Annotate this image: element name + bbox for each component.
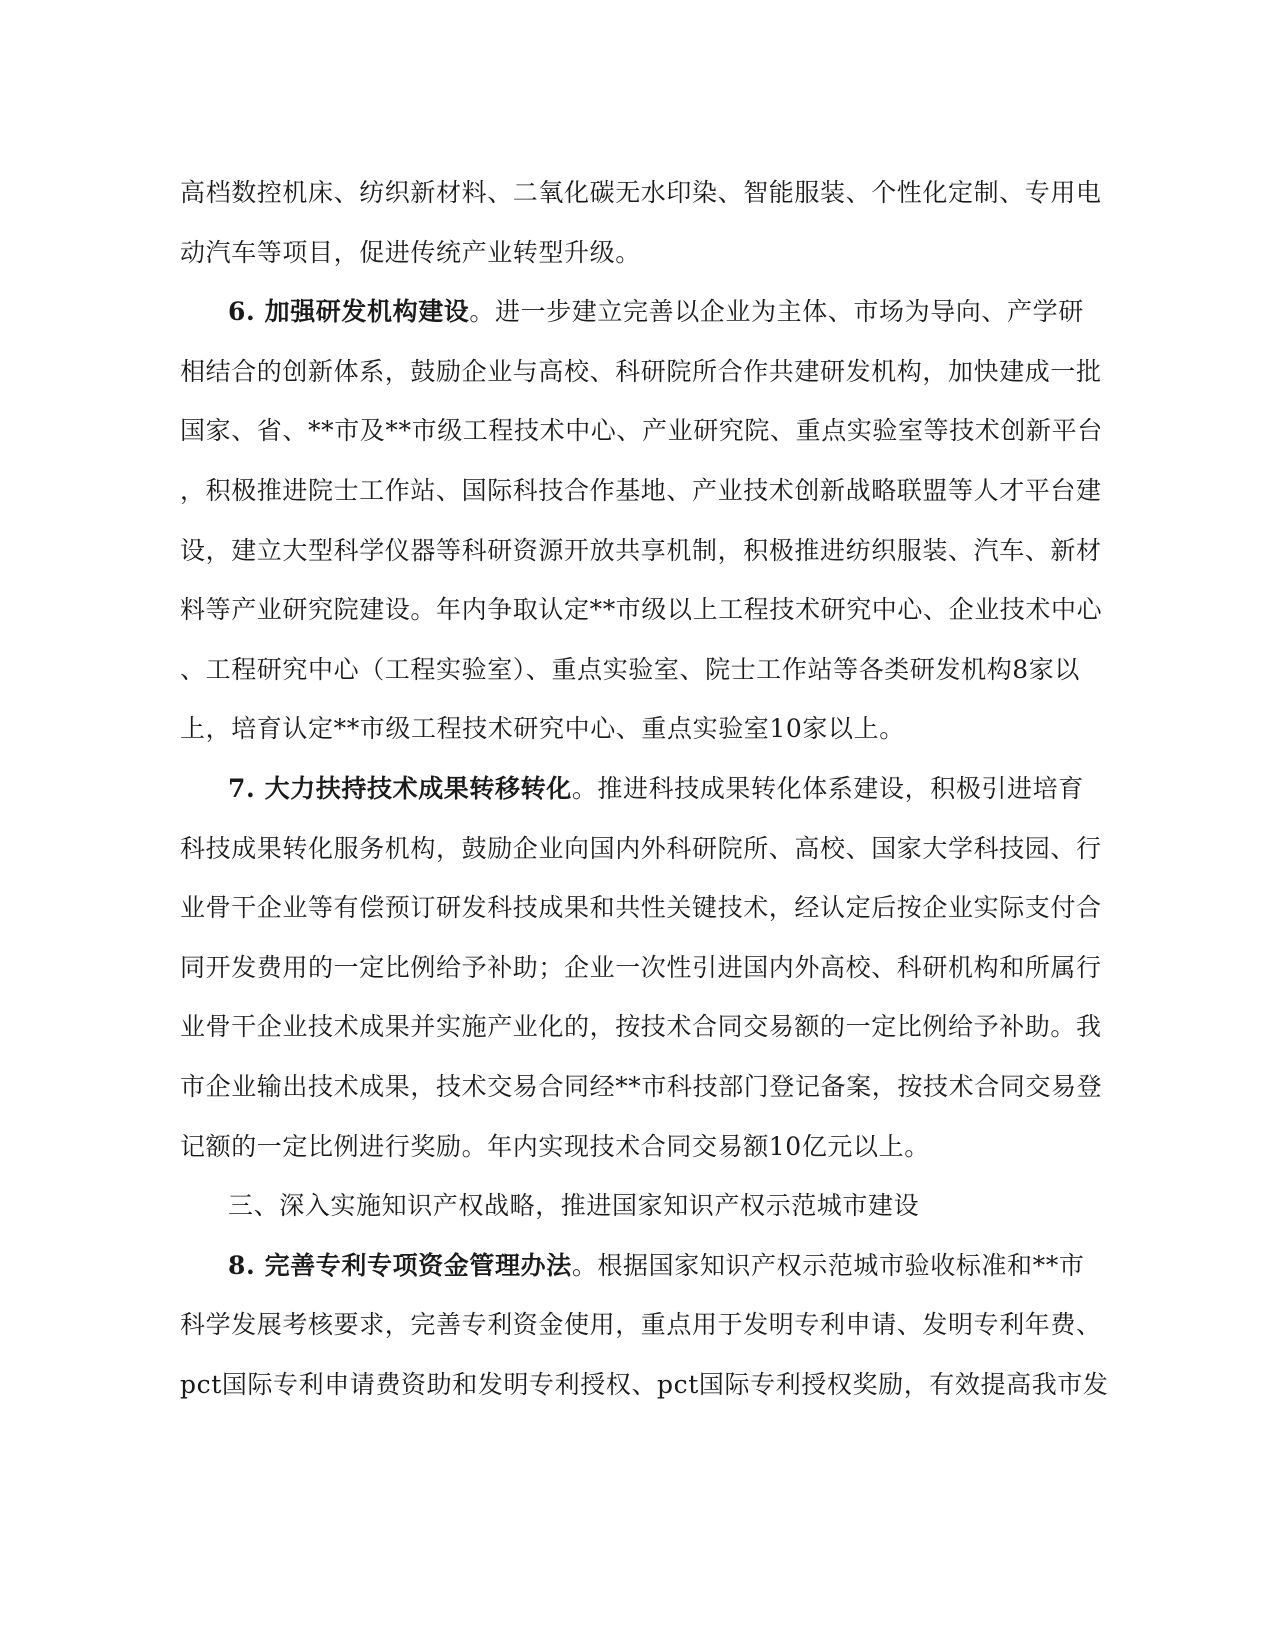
body-line xyxy=(180,1057,1103,1117)
body-line xyxy=(180,461,1102,521)
section-heading-line xyxy=(180,759,1085,819)
line-text: 。进一步建立完善以企业为主体、市场为导向、产学研 xyxy=(469,297,1084,327)
line-text: 科技成果转化服务机构，鼓励企业向国内外科研院所、高校、国家大学科技园、行 xyxy=(180,833,1102,863)
chapter-heading-line xyxy=(180,1176,1085,1236)
line-text: ，积极推进院士工作站、国际科技合作基地、产业技术创新战略联盟等人才平台建 xyxy=(180,475,1102,505)
line-text: 。推进科技成果转化体系建设，积极引进培育 xyxy=(571,773,1084,803)
body-line xyxy=(180,1355,1109,1415)
body-line xyxy=(180,401,1103,461)
line-text: 高档数控机床、纺织新材料、二氧化碳无水印染、智能服装、个性化定制、专用电 xyxy=(180,178,1102,207)
line-text: 料等产业研究院建设。年内争取认定**市级以上工程技术研究中心、企业技术中心 xyxy=(180,595,1103,625)
line-text: 设，建立大型科学仪器等科研资源开放共享机制，积极推进纺织服装、汽车、新材 xyxy=(180,535,1102,565)
body-line xyxy=(180,163,1102,223)
line-text: 上，培育认定**市级工程技术研究中心、重点实验室10家以上。 xyxy=(180,714,905,744)
line-text: 业骨干企业等有偿预订研发科技成果和共性关键技术，经认定后按企业实际支付合 xyxy=(180,893,1102,923)
body-line xyxy=(180,580,1103,640)
body-line xyxy=(180,1117,1085,1177)
body-line xyxy=(180,878,1102,938)
chapter-heading: 三、深入实施知识产权战略，推进国家知识产权示范城市建设 xyxy=(228,1191,920,1221)
line-text: 。根据国家知识产权示范城市验收标准和**市 xyxy=(571,1250,1085,1280)
body-line xyxy=(180,699,1085,759)
section-heading: 8. 完善专利专项资金管理办法 xyxy=(228,1250,572,1280)
body-line xyxy=(180,997,1102,1057)
line-text: 动汽车等项目，促进传统产业转型升级。 xyxy=(180,237,641,267)
line-text: 国家、省、**市及**市级工程技术中心、产业研究院、重点实验室等技术创新平台 xyxy=(180,416,1103,446)
body-line xyxy=(180,521,1102,581)
line-text: 、工程研究中心（工程实验室）、重点实验室、院士工作站等各类研发机构8家以 xyxy=(180,654,1081,684)
line-text: 市企业输出技术成果，技术交易合同经**市科技部门登记备案，按技术合同交易登 xyxy=(180,1071,1103,1101)
line-text: 相结合的创新体系，鼓励企业与高校、科研院所合作共建研发机构，加快建成一批 xyxy=(180,356,1102,386)
line-text: 科学发展考核要求，完善专利资金使用，重点用于发明专利申请、发明专利年费、 xyxy=(180,1310,1102,1340)
line-text: 同开发费用的一定比例给予补助；企业一次性引进国内外高校、科研机构和所属行 xyxy=(180,952,1102,982)
document-page xyxy=(180,163,1109,1414)
line-text: 记额的一定比例进行奖励。年内实现技术合同交易额10亿元以上。 xyxy=(180,1131,930,1161)
line-text: 业骨干企业技术成果并实施产业化的，按技术合同交易额的一定比例给予补助。我 xyxy=(180,1012,1102,1042)
section-heading-line xyxy=(180,282,1085,342)
body-line xyxy=(180,640,1085,700)
section-heading: 6. 加强研发机构建设 xyxy=(228,297,470,327)
line-text: pct国际专利申请费资助和发明专利授权、pct国际专利授权奖励，有效提高我市发 xyxy=(180,1369,1109,1399)
body-line xyxy=(180,1295,1102,1355)
body-line xyxy=(180,342,1102,402)
body-line xyxy=(180,819,1102,879)
body-line xyxy=(180,938,1102,998)
body-line xyxy=(180,223,1085,283)
section-heading: 7. 大力扶持技术成果转移转化 xyxy=(228,773,572,803)
section-heading-line xyxy=(180,1236,1085,1296)
